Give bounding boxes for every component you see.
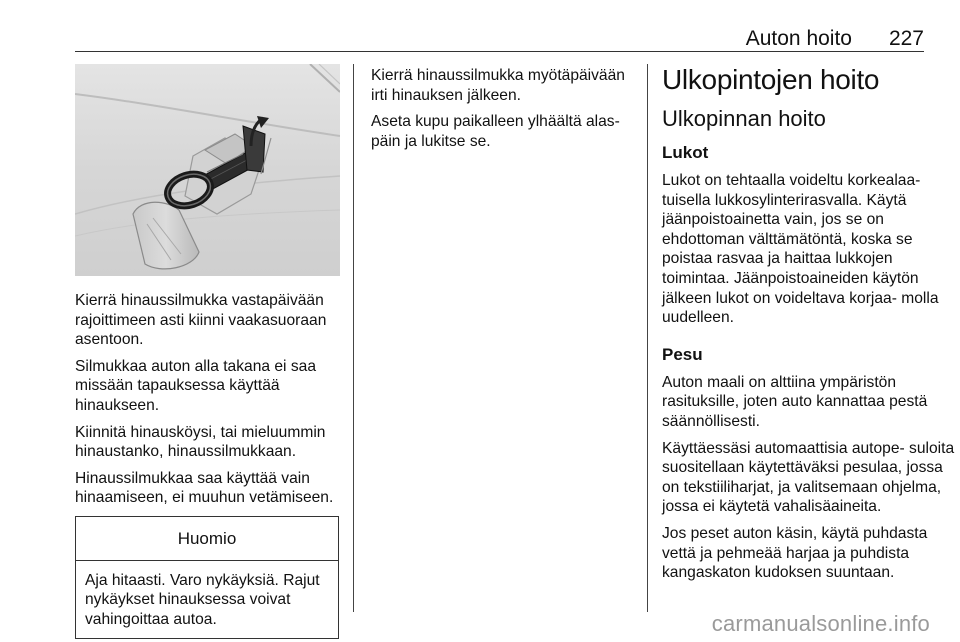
paragraph: Käyttäessäsi automaattisia autope- suloita suositellaan käytettäväksi pesulaa, jossa on tekstiiliharjat, ja valitsemaan ohjelma, jossa ei käytetä vahalisäaineita.	[662, 439, 955, 516]
note-title: Huomio	[76, 517, 338, 561]
locks-paragraph: Lukot on tehtaalla voideltu korkealaa- tuisella lukkosylinterirasvalla. Käytä jäänpoistoainetta vain, jos se on ehdottoman välttämätöntä, koska se poistaa rasvaa ja haittaa lukkojen toimintaa. Jäänpoistoaineiden käytön jälkeen lukot on voideltava korjaa- molla uudelleen.	[662, 172, 939, 327]
paragraph: Silmukkaa auton alla takana ei saa missään tapauksessa käyttää hinaukseen.	[75, 357, 316, 414]
header-rule	[75, 51, 924, 52]
note-text: Aja hitaasti. Varo nykäyksiä. Rajut nykäykset hinauksessa voivat vahingoittaa autoa.	[85, 571, 320, 628]
paragraph: Hinaussilmukkaa saa käyttää vain hinaamiseen, ei muuhun vetämiseen.	[75, 469, 334, 507]
subsection-heading: Ulkopinnan hoito	[662, 106, 826, 131]
paragraph: Kierrä hinaussilmukka vastapäivään rajoittimeen asti kiinni vaakasuoraan asentoon.	[75, 292, 327, 349]
column-right	[662, 64, 957, 590]
header-title: Auton hoito	[745, 27, 852, 50]
column-divider-right	[647, 64, 648, 612]
caution-note-box	[75, 516, 339, 639]
wash-heading: Pesu	[662, 344, 703, 364]
paragraph: Jos peset auton käsin, käytä puhdasta vettä ja pehmeää harjaa ja puhdista kangaskaton kudoksen suuntaan.	[662, 524, 928, 582]
column-divider-left	[353, 64, 354, 612]
paragraph: Kierrä hinaussilmukka myötäpäivään irti hinauksen jälkeen.	[371, 67, 625, 104]
paragraph: Aseta kupu paikalleen ylhäältä alas- päin ja lukitse se.	[371, 113, 620, 150]
section-heading: Ulkopintojen hoito	[662, 64, 880, 95]
column-middle	[371, 66, 641, 158]
locks-heading: Lukot	[662, 143, 709, 162]
page-number: 227	[888, 27, 924, 50]
tow-eye-illustration	[75, 64, 340, 276]
paragraph: Kiinnitä hinausköysi, tai mieluummin hinaustanko, hinaussilmukkaan.	[75, 423, 326, 461]
column-left	[75, 291, 343, 639]
paragraph: Auton maali on alttiina ympäristön rasituksille, joten auto kannattaa pestä säännöllisesti.	[662, 373, 928, 430]
watermark: carmanualsonline.info	[711, 611, 930, 636]
